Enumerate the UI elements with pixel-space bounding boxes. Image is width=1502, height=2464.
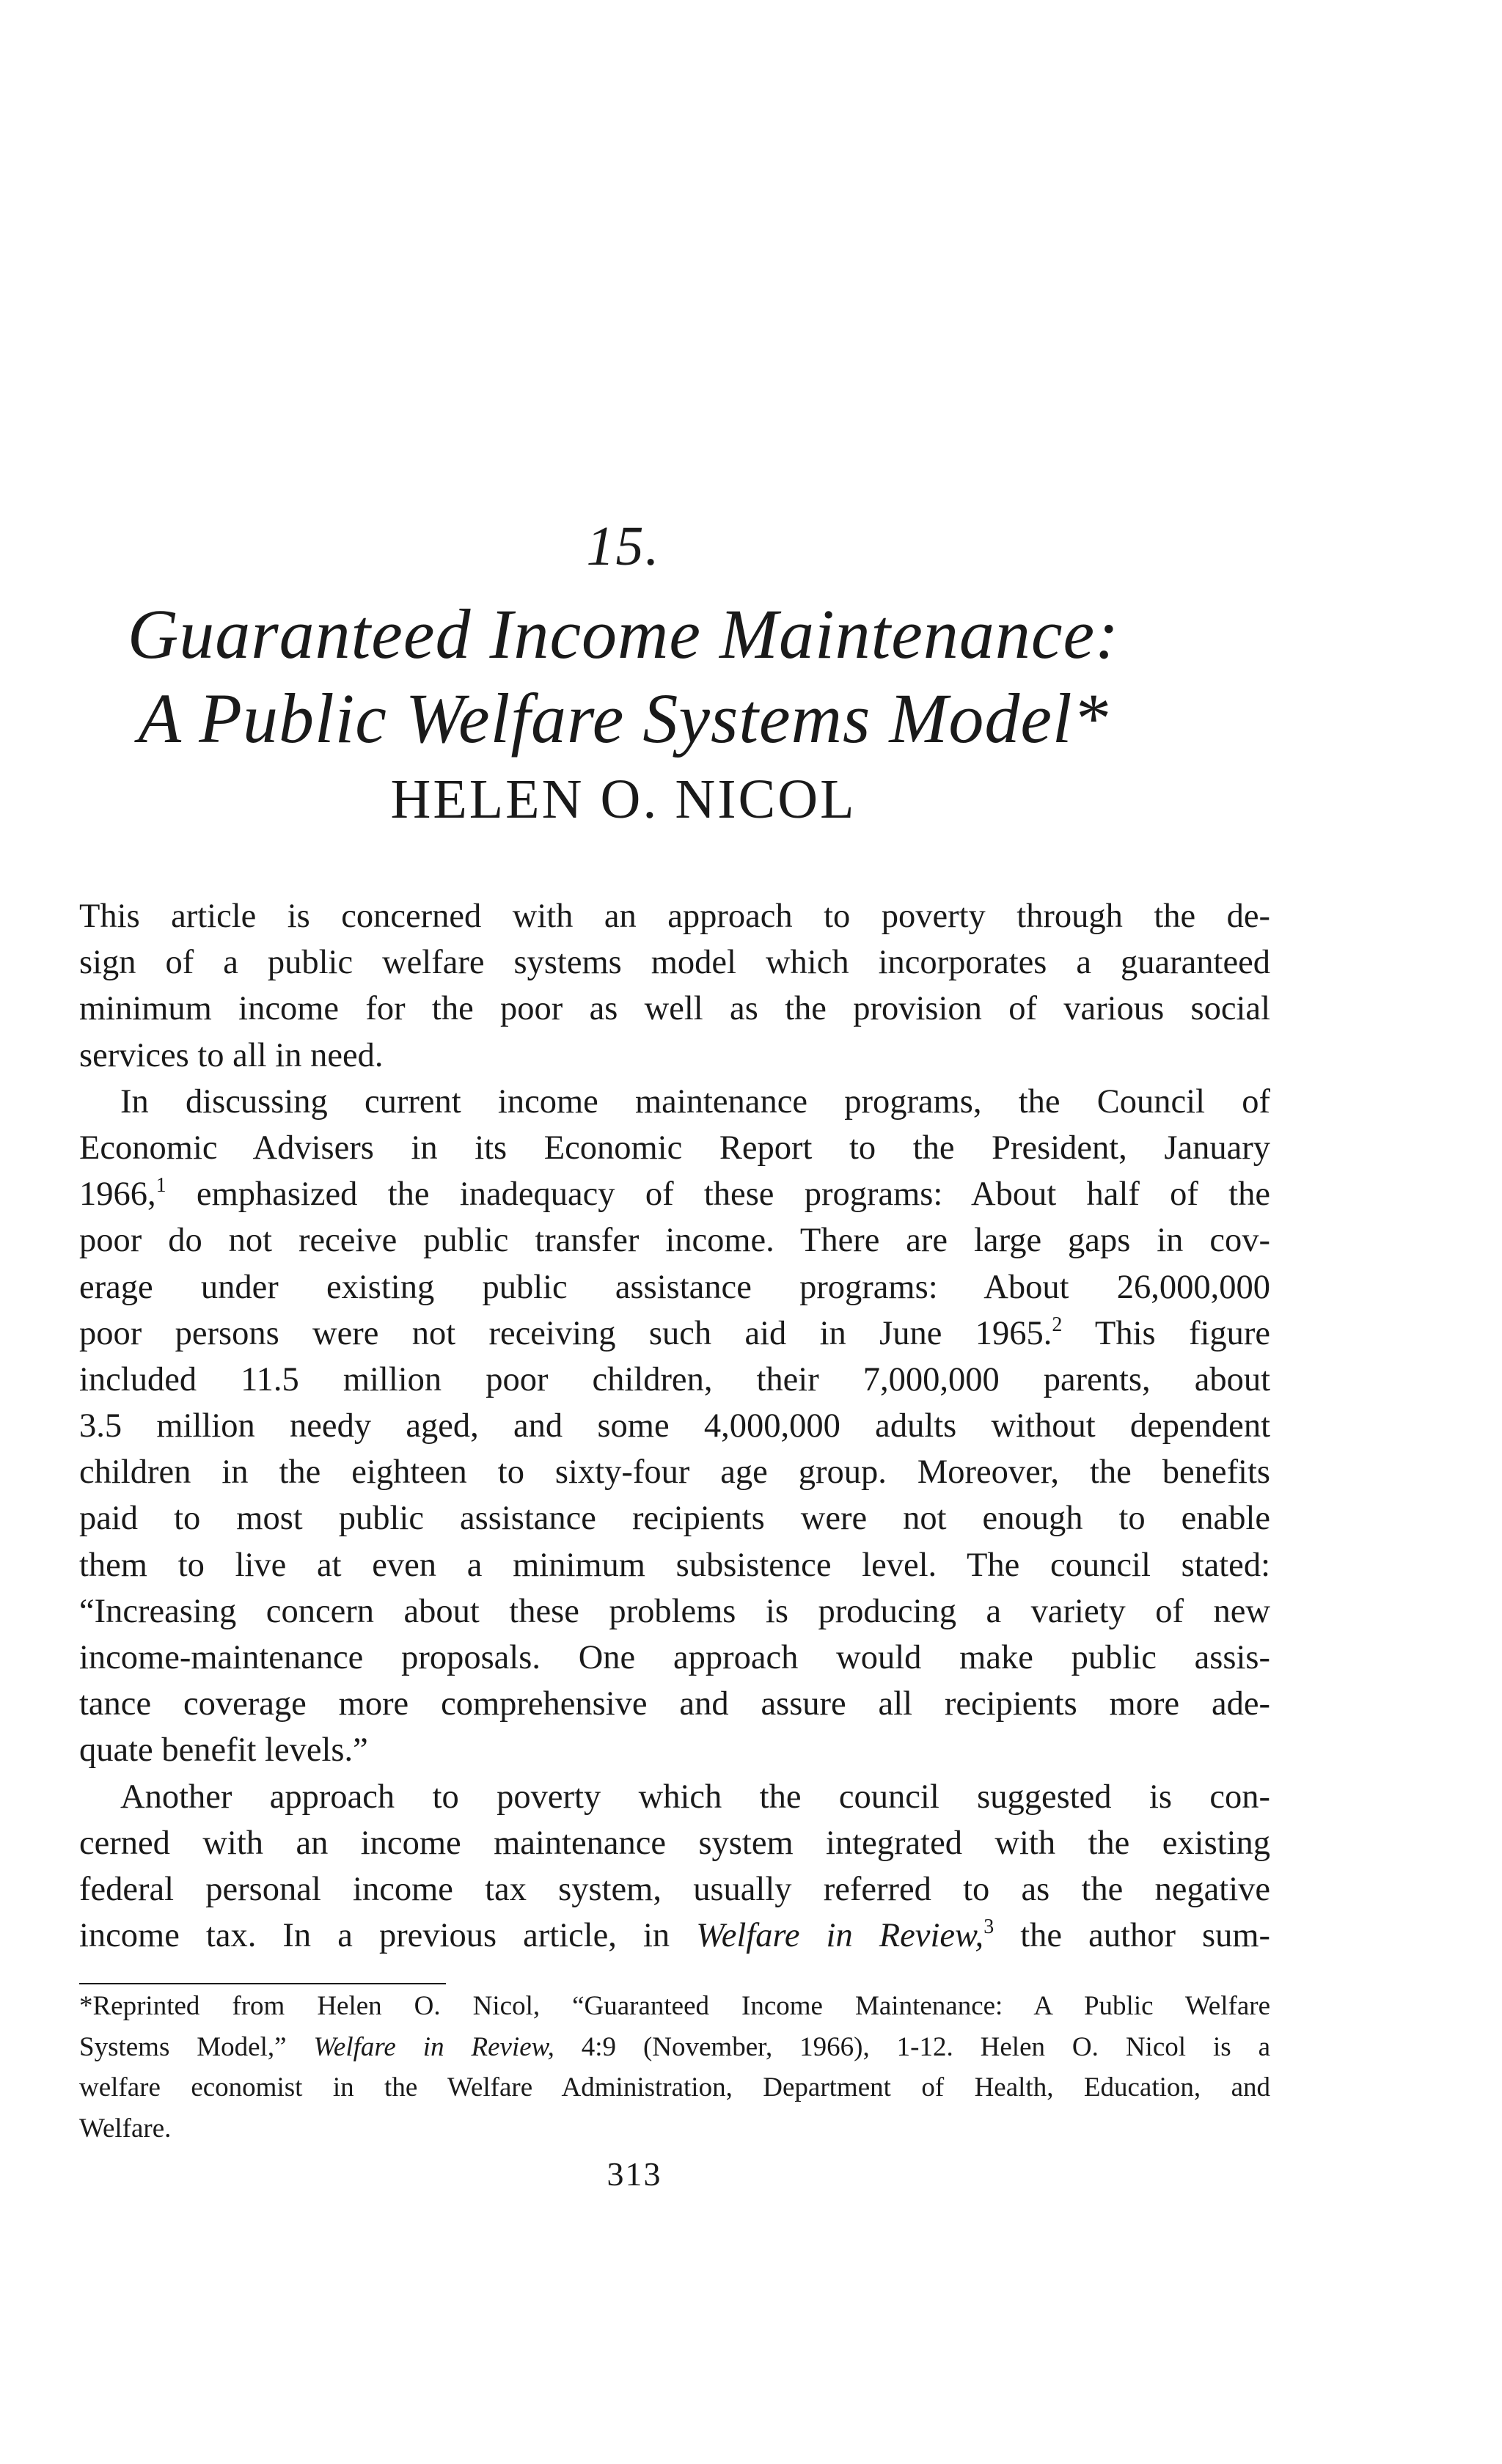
body-text-run: 1966, (79, 1176, 156, 1214)
body-text-run: the author sum- (994, 1917, 1270, 1955)
body-line: This article is concerned with an approach to poverty through the de- (79, 898, 1270, 935)
footnote-divider (79, 1983, 446, 1984)
body-line: paid to most public assistance recipients were not enough to enable (79, 1500, 1270, 1538)
body-line (79, 1310, 1270, 1357)
body-line: minimum income for the poor as well as the provision of various social (79, 990, 1270, 1028)
body-line: 3.5 million needy aged, and some 4,000,000 adults without dependent (79, 1407, 1270, 1445)
journal-title: Welfare in Review, (313, 2031, 554, 2062)
body-line: included 11.5 million poor children, their 7,000,000 parents, about (79, 1360, 1270, 1398)
body-line: them to live at even a minimum subsistence level. The council stated: (79, 1546, 1270, 1584)
footnote (79, 1986, 1270, 2149)
body-line: quate benefit levels.” (79, 1731, 368, 1770)
footnote-line (79, 2027, 1270, 2068)
body-line: tance coverage more comprehensive and assure all recipients more ade- (79, 1685, 1270, 1723)
body-line: “Increasing concern about these problems is producing a variety of new (79, 1592, 1270, 1630)
footnote-marker: 1 (155, 1174, 166, 1198)
footnote-marker: 2 (1052, 1313, 1063, 1336)
article-body (79, 893, 1270, 1959)
chapter-number: 15. (586, 516, 661, 577)
body-text-run: This figure (1062, 1314, 1270, 1352)
body-line: services to all in need. (79, 1036, 384, 1074)
footnote-line: *Reprinted from Helen O. Nicol, “Guaranteed Income Maintenance: A Public Welfare (79, 1991, 1270, 2021)
body-line (79, 1171, 1270, 1217)
footnote-line: Welfare. (79, 2113, 172, 2144)
body-line (79, 1913, 1270, 1959)
body-line: poor do not receive public transfer income. There are large gaps in cov- (79, 1222, 1270, 1260)
body-text-run: income tax. In a previous article, in (79, 1917, 697, 1955)
footnote-marker: 3 (983, 1915, 994, 1939)
footnote-text-run: Systems Model,” (79, 2031, 314, 2062)
body-line: Another approach to poverty which the council suggested is con- (120, 1778, 1270, 1816)
body-line: Economic Advisers in its Economic Report to the President, January (79, 1129, 1270, 1167)
body-line: In discussing current income maintenance programs, the Council of (120, 1082, 1270, 1121)
footnote-text-run: 4:9 (November, 1966), 1-12. Helen O. Nicol is a (554, 2031, 1270, 2062)
body-line: erage under existing public assistance programs: About 26,000,000 (79, 1268, 1270, 1306)
body-line: cerned with an income maintenance system integrated with the existing (79, 1824, 1270, 1862)
chapter-title-line-2: A Public Welfare Systems Model* (138, 679, 1109, 758)
body-line: children in the eighteen to sixty-four age group. Moreover, the benefits (79, 1453, 1270, 1492)
body-text-run: poor persons were not receiving such aid in June 1965. (79, 1314, 1052, 1352)
page-number: 313 (607, 2155, 662, 2193)
body-line: sign of a public welfare systems model which incorporates a guaranteed (79, 944, 1270, 982)
footnote-line: welfare economist in the Welfare Administration, Department of Health, Education, and (79, 2072, 1270, 2102)
author-name: HELEN O. NICOL (390, 769, 857, 830)
chapter-title-line-1: Guaranteed Income Maintenance: (127, 595, 1120, 673)
journal-title: Welfare in Review, (696, 1917, 984, 1955)
body-text-run: emphasized the inadequacy of these programs: About half of the (166, 1176, 1270, 1214)
body-line: federal personal income tax system, usually referred to as the negative (79, 1870, 1270, 1908)
body-line: income-maintenance proposals. One approach would make public assis- (79, 1639, 1270, 1676)
